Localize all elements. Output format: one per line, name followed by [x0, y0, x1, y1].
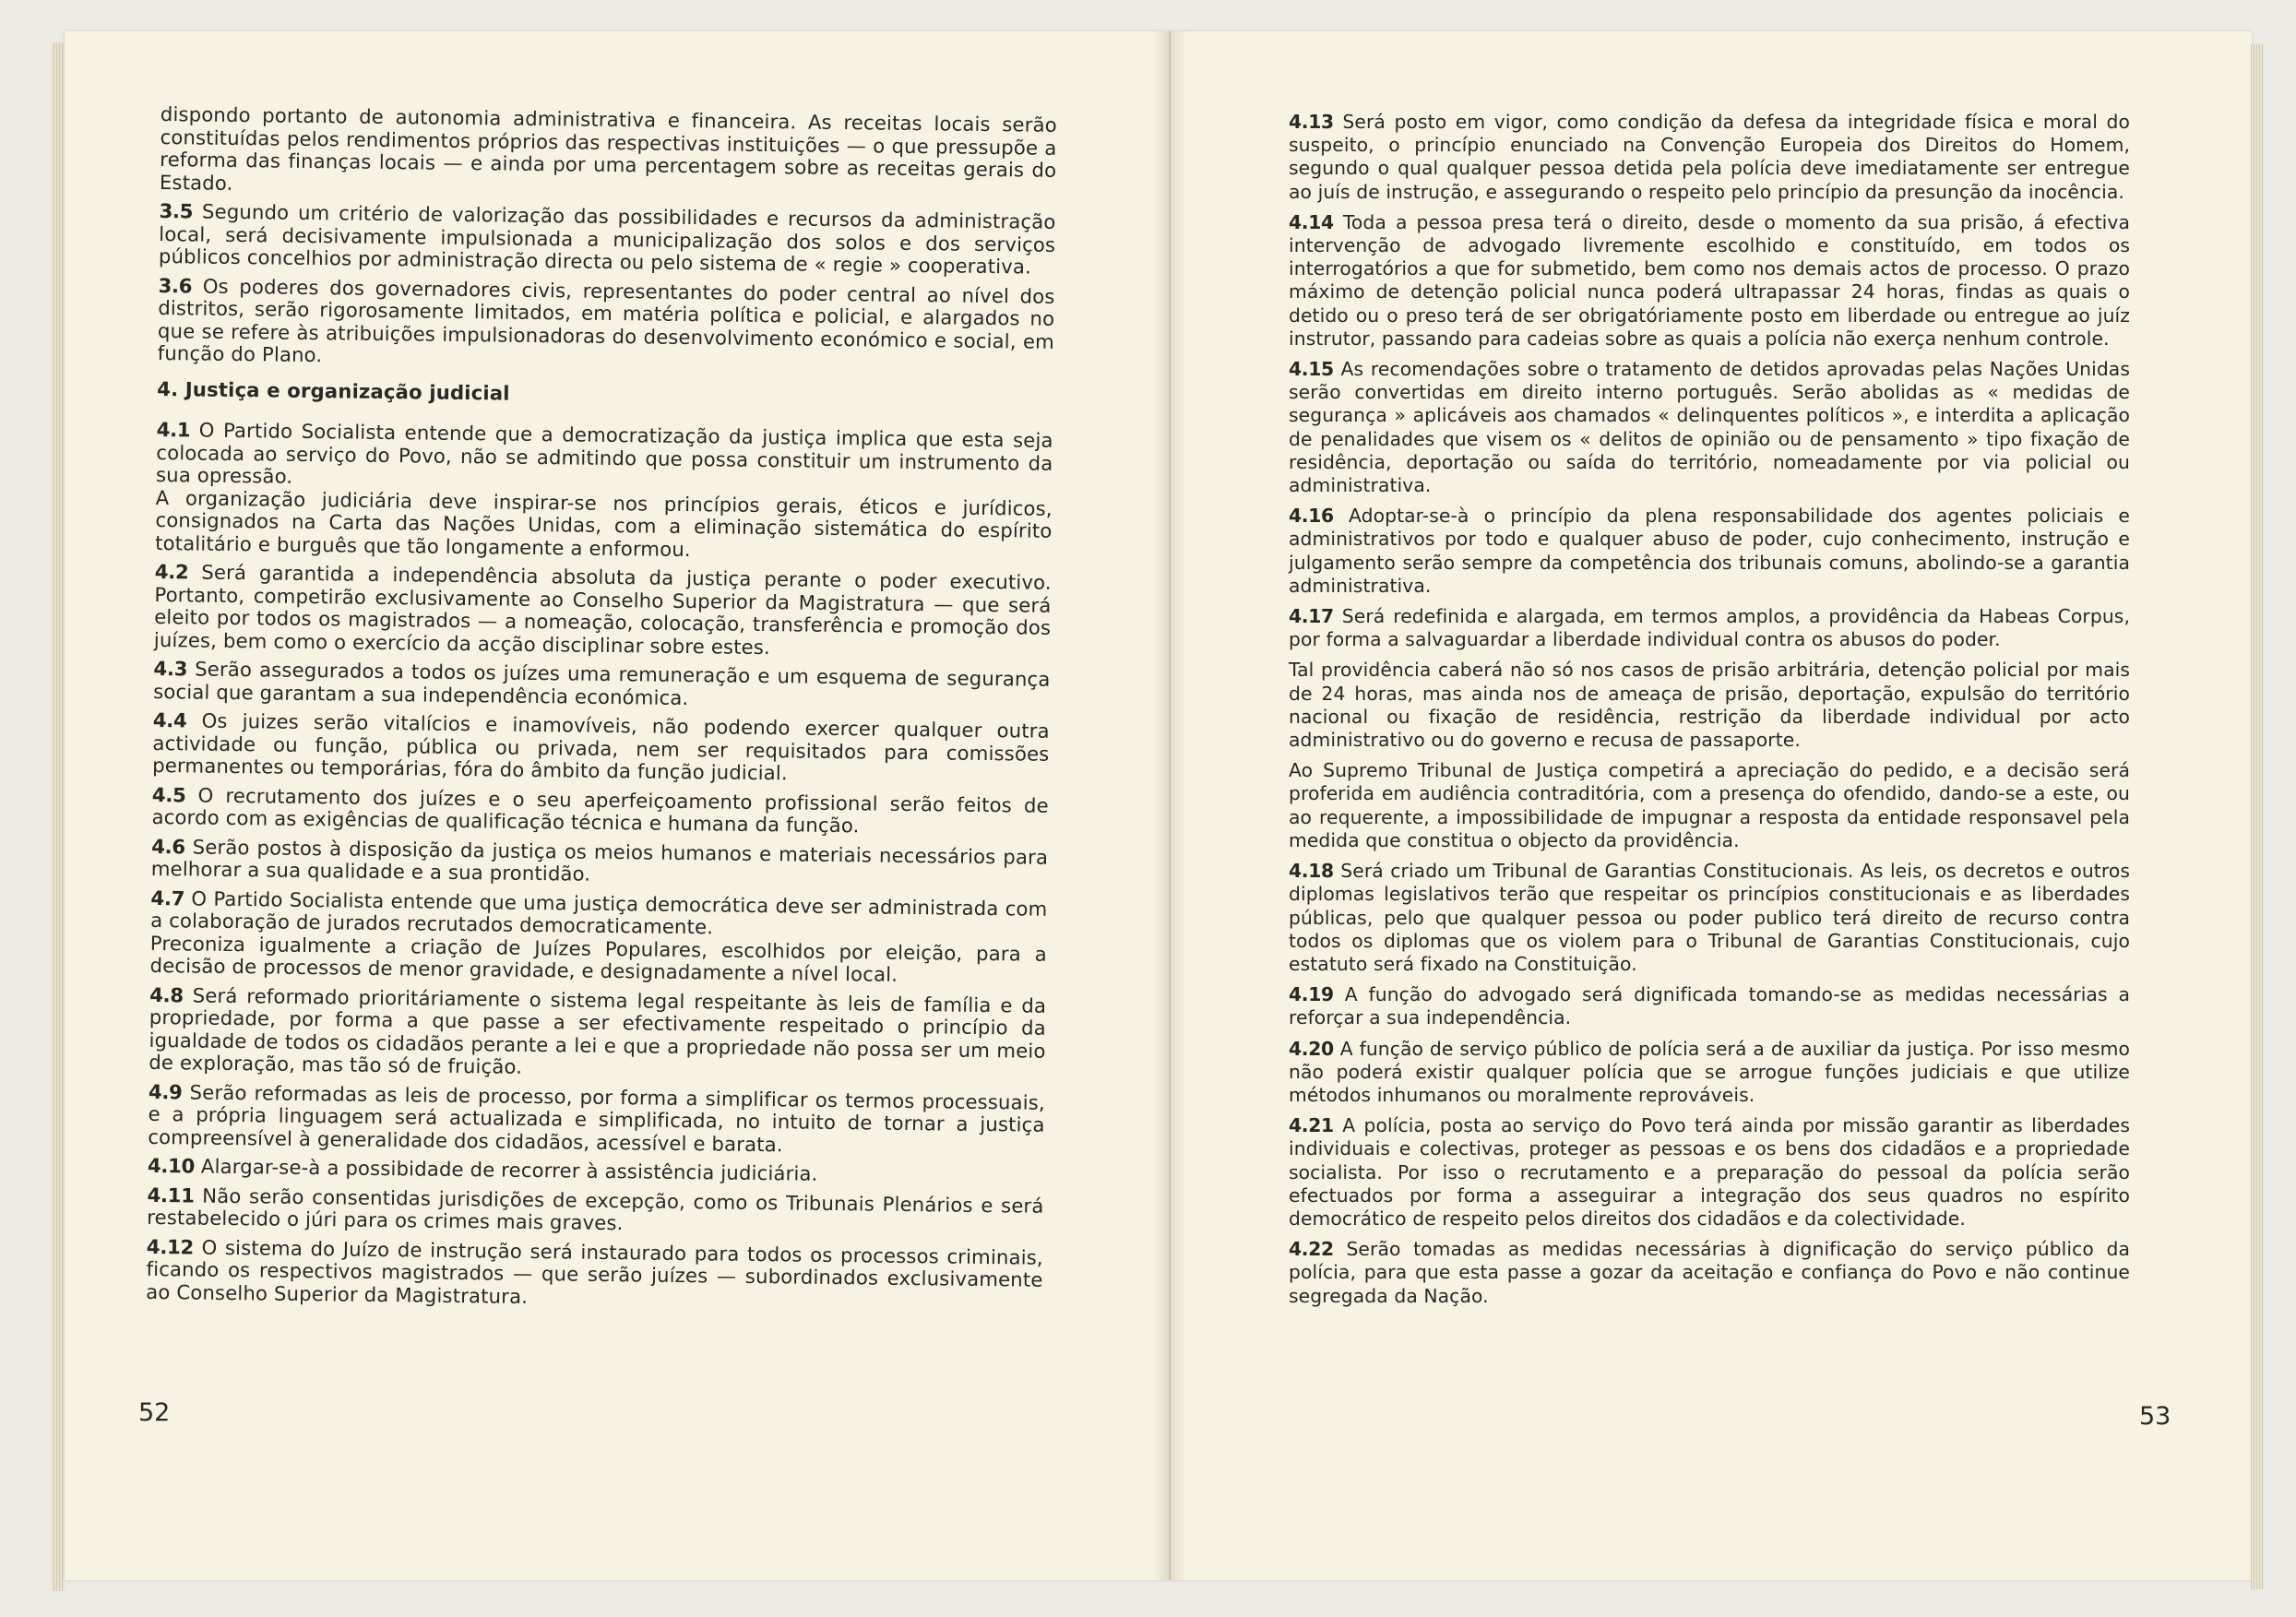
paragraph-4-8: 4.8 Será reformado prioritáriamente o sistema legal respeitante às leis de família e da propriedade, por forma a que passe a ser efectivamente respeitado o princípio da igualdade de todos os cidadãos perante a lei e que a propriedade não possa ser um meio de exploração, mas tão só de fruição.	[149, 982, 1047, 1078]
paragraph-4-10: 4.10 Alargar-se-à a possibidade de recorrer à assistência judiciária.	[147, 1153, 818, 1185]
left-page-text	[146, 103, 1057, 1321]
paragraph-4-4: 4.4 Os juizes serão vitalícios e inamovíveis, não podendo exercer qualquer outra actividade ou função, pública ou privada, nem ser requisitados para comissões permanentes ou temporárias, fóra do âmbito da função judicial.	[152, 707, 1050, 785]
paragraph-4-12: 4.12 O sistema do Juízo de instrução será instaurado para todos os processos criminais, ficando os respectivos magistrados — que serão juízes — subordinados exclusivamente ao Conselho Superior da Magistratura.	[146, 1234, 1043, 1308]
paragraph-4-14: 4.14 Toda a pessoa presa terá o direito, desde o momento da sua prisão, á efectiva intervenção de advogado livremente escolhido e constituído, em todos os interrogatórios a que for submetido, bem como nos demais actos de processo. O prazo máximo de detenção policial nunca poderá ultrapassar 24 horas, findas as quais o detido ou o preso terá de ser obrigatóriamente posto em liberdade ou entregue ao juíz instrutor, passando para cadeias sobre as quais a polícia não exerça nenhum controle.	[1289, 210, 2130, 350]
paragraph-4-22: 4.22 Serão tomadas as medidas necessárias à dignificação do serviço público da polícia, para que esta passe a gozar da aceitação e confiança do Povo e não continue segregada da Nação.	[1289, 1238, 2131, 1307]
paragraph-4-9: 4.9 Serão reformadas as leis de processo, por forma a simplificar os termos processuais, e a própria linguagem será actualizada e simplificada, no intuito de tornar a justiça compreensível à generalidade dos cidadãos, acessível e barata.	[148, 1079, 1045, 1156]
paragraph: dispondo portanto de autonomia administrativa e financeira. As receitas locais serão constituídas pelos rendimentos próprios das respectivas instituições — o que pressupõe a reforma das finanças locais — e ainda por uma percentagem sobre as receitas gerais do Estado.	[159, 102, 1057, 195]
paragraph: Preconiza igualmente a criação de Juízes Populares, escolhidos por eleição, para a decisão de processos de menor gravidade, e designadamente a nível local.	[149, 931, 1047, 986]
paragraph-3-5: 3.5 Segundo um critério de valorização das possibilidades e recursos da administração local, será decisivamente impulsionada a municipalização dos solos e dos serviços públicos concelhios por administração directa ou pelo sistema de « regie » cooperativa.	[158, 198, 1056, 279]
paragraph-4-18: 4.18 Será criado um Tribunal de Garantias Constitucionais. As leis, os decretos e outros diplomas legislativos terão que respeitar os princípios constitucionais e as liberdades públicas, pelo que qualquer pessoa ou poder publico terá direito de recurso contra todos os diplomas que os violem para o Tribunal de Garantias Constitucionais, cujo estatuto será fixado na Constituição.	[1289, 860, 2131, 975]
paragraph-4-17: 4.17 Será redefinida e alargada, em termos amplos, a providência da Habeas Corpus, por forma a salvaguardar a liberdade individual contra os abusos do poder.	[1289, 605, 2130, 651]
page-stack-edge-right	[2251, 44, 2264, 1589]
paragraph-4-16: 4.16 Adoptar-se-à o princípio da plena responsabilidade dos agentes policiais e administrativos por todo e qualquer abuso de poder, cujo conhecimento, instrução e julgamento serão sempre da competência dos tribunais comuns, abolindo-se a garantia administrativa.	[1289, 505, 2130, 597]
paragraph-4-13: 4.13 Será posto em vigor, como condição da defesa da integridade física e moral do suspeito, o princípio enunciado na Convenção Europeia dos Direitos do Homem, segundo o qual qualquer pessoa detida pela polícia deve imediatamente ser entregue ao juís de instrução, e assegurando o respeito pelo princípio da presunção da inocência.	[1289, 111, 2131, 203]
book-gutter	[1153, 31, 1186, 1580]
left-page	[65, 31, 1171, 1580]
paragraph-4-1: 4.1 O Partido Socialista entende que a democratização da justiça implica que esta seja colocada ao serviço do Povo, não se admitindo que possa constituir um instrumento da sua opressão.	[155, 417, 1053, 488]
page-number-right: 53	[2139, 1402, 2171, 1431]
paragraph: A organização judiciária deve inspirar-se nos princípios gerais, éticos e jurídicos, consignados na Carta das Nações Unidas, com a eliminação sistemática do espírito totalitário e burguês que tão longamente a enformou.	[155, 485, 1053, 561]
paragraph-4-3: 4.3 Serão assegurados a todos os juízes uma remuneração e um esquema de segurança social que garantam a sua independência económica.	[153, 656, 1051, 709]
paragraph-4-2: 4.2 Será garantida a independência absoluta da justiça perante o poder executivo. Portanto, competirão exclusivamente ao Conselho Superior da Magistratura — que será eleito por todos os magistrados — a nomeação, colocação, transferência e promoção dos juízes, bem como o exercício da acção disciplinar sobre estes.	[153, 559, 1052, 659]
right-page	[1170, 31, 2252, 1580]
right-page-text	[1289, 111, 2130, 1315]
paragraph-4-7: 4.7 O Partido Socialista entende que uma justiça democrática deve ser administrada com a colaboração de jurados recrutados democraticamente.	[150, 886, 1048, 939]
paragraph-3-6: 3.6 Os poderes dos governadores civis, representantes do poder central ao nível dos distritos, serão rigorosamente limitados, em matéria política e policial, e alargados no que se refere às atribuições impulsionadoras do desenvolvimento económico e social, em função do Plano.	[157, 273, 1055, 367]
page-stack-edge-left	[52, 42, 65, 1591]
paragraph: Tal providência caberá não só nos casos de prisão arbitrária, detenção policial por mais de 24 horas, mas ainda nos de ameaça de prisão, deportação, expulsão do território nacional ou fixação de residência, restrição da liberdade individual por acto administrativo ou do governo e recusa de passaporte.	[1289, 659, 2130, 752]
paragraph-4-19: 4.19 A função do advogado será dignificada tomando-se as medidas necessárias a reforçar a sua independência.	[1289, 983, 2130, 1029]
paragraph-4-5: 4.5 O recrutamento dos juízes e o seu aperfeiçoamento profissional serão feitos de acordo com as exigências de qualificação técnica e humana da função.	[151, 782, 1049, 838]
section-heading: 4. Justiça e organização judicial	[157, 376, 510, 405]
page-number-left: 52	[138, 1398, 171, 1427]
paragraph-4-15: 4.15 As recomendações sobre o tratamento de detidos aprovadas pelas Nações Unidas serão convertidas em direito interno português. Serão abolidas as « medidas de segurança » aplicáveis aos chamados « delinquentes políticos », e interdita a aplicação de penalidades que visem os « delitos de opinião ou de pensamento » tipo fixação de residência, deportação ou saída do território, nomeadamente por via policial ou administrativa.	[1289, 358, 2130, 497]
paragraph: Ao Supremo Tribunal de Justiça competirá a apreciação do pedido, e a decisão será proferida em audiência contraditória, com a presença do ofendido, dando-se a este, ou ao requerente, a impossibilidade de impugnar a resposta da entidade responsavel pela medida que constitua o objecto da providência.	[1289, 759, 2130, 851]
paragraph-4-21: 4.21 A polícia, posta ao serviço do Povo terá ainda por missão garantir as liberdades individuais e colectivas, proteger as pessoas e os bens dos cidadãos e a propriedade socialista. Por isso o recrutamento e a preparação do pessoal da polícia serão efectuados por forma a asseguirar a integração dos seus quadros no espírito democrático de respeito pelos direitos dos cidadãos e da colectividade.	[1289, 1114, 2131, 1230]
paragraph-4-6: 4.6 Serão postos à disposição da justiça os meios humanos e materiais necessários para melhorar a sua qualidade e a sua prontidão.	[150, 834, 1049, 886]
paragraph-4-20: 4.20 A função de serviço público de polícia será a de auxiliar da justiça. Por isso mesmo não poderá existir qualquer polícia que se arrogue funções judiciais e que utilize métodos inhumanos ou moralmente reprováveis.	[1289, 1037, 2131, 1106]
paragraph-4-11: 4.11 Não serão consentidas jurisdições de excepção, como os Tribunais Plenários e será restabelecido o júri para os crimes mais graves.	[147, 1183, 1044, 1235]
